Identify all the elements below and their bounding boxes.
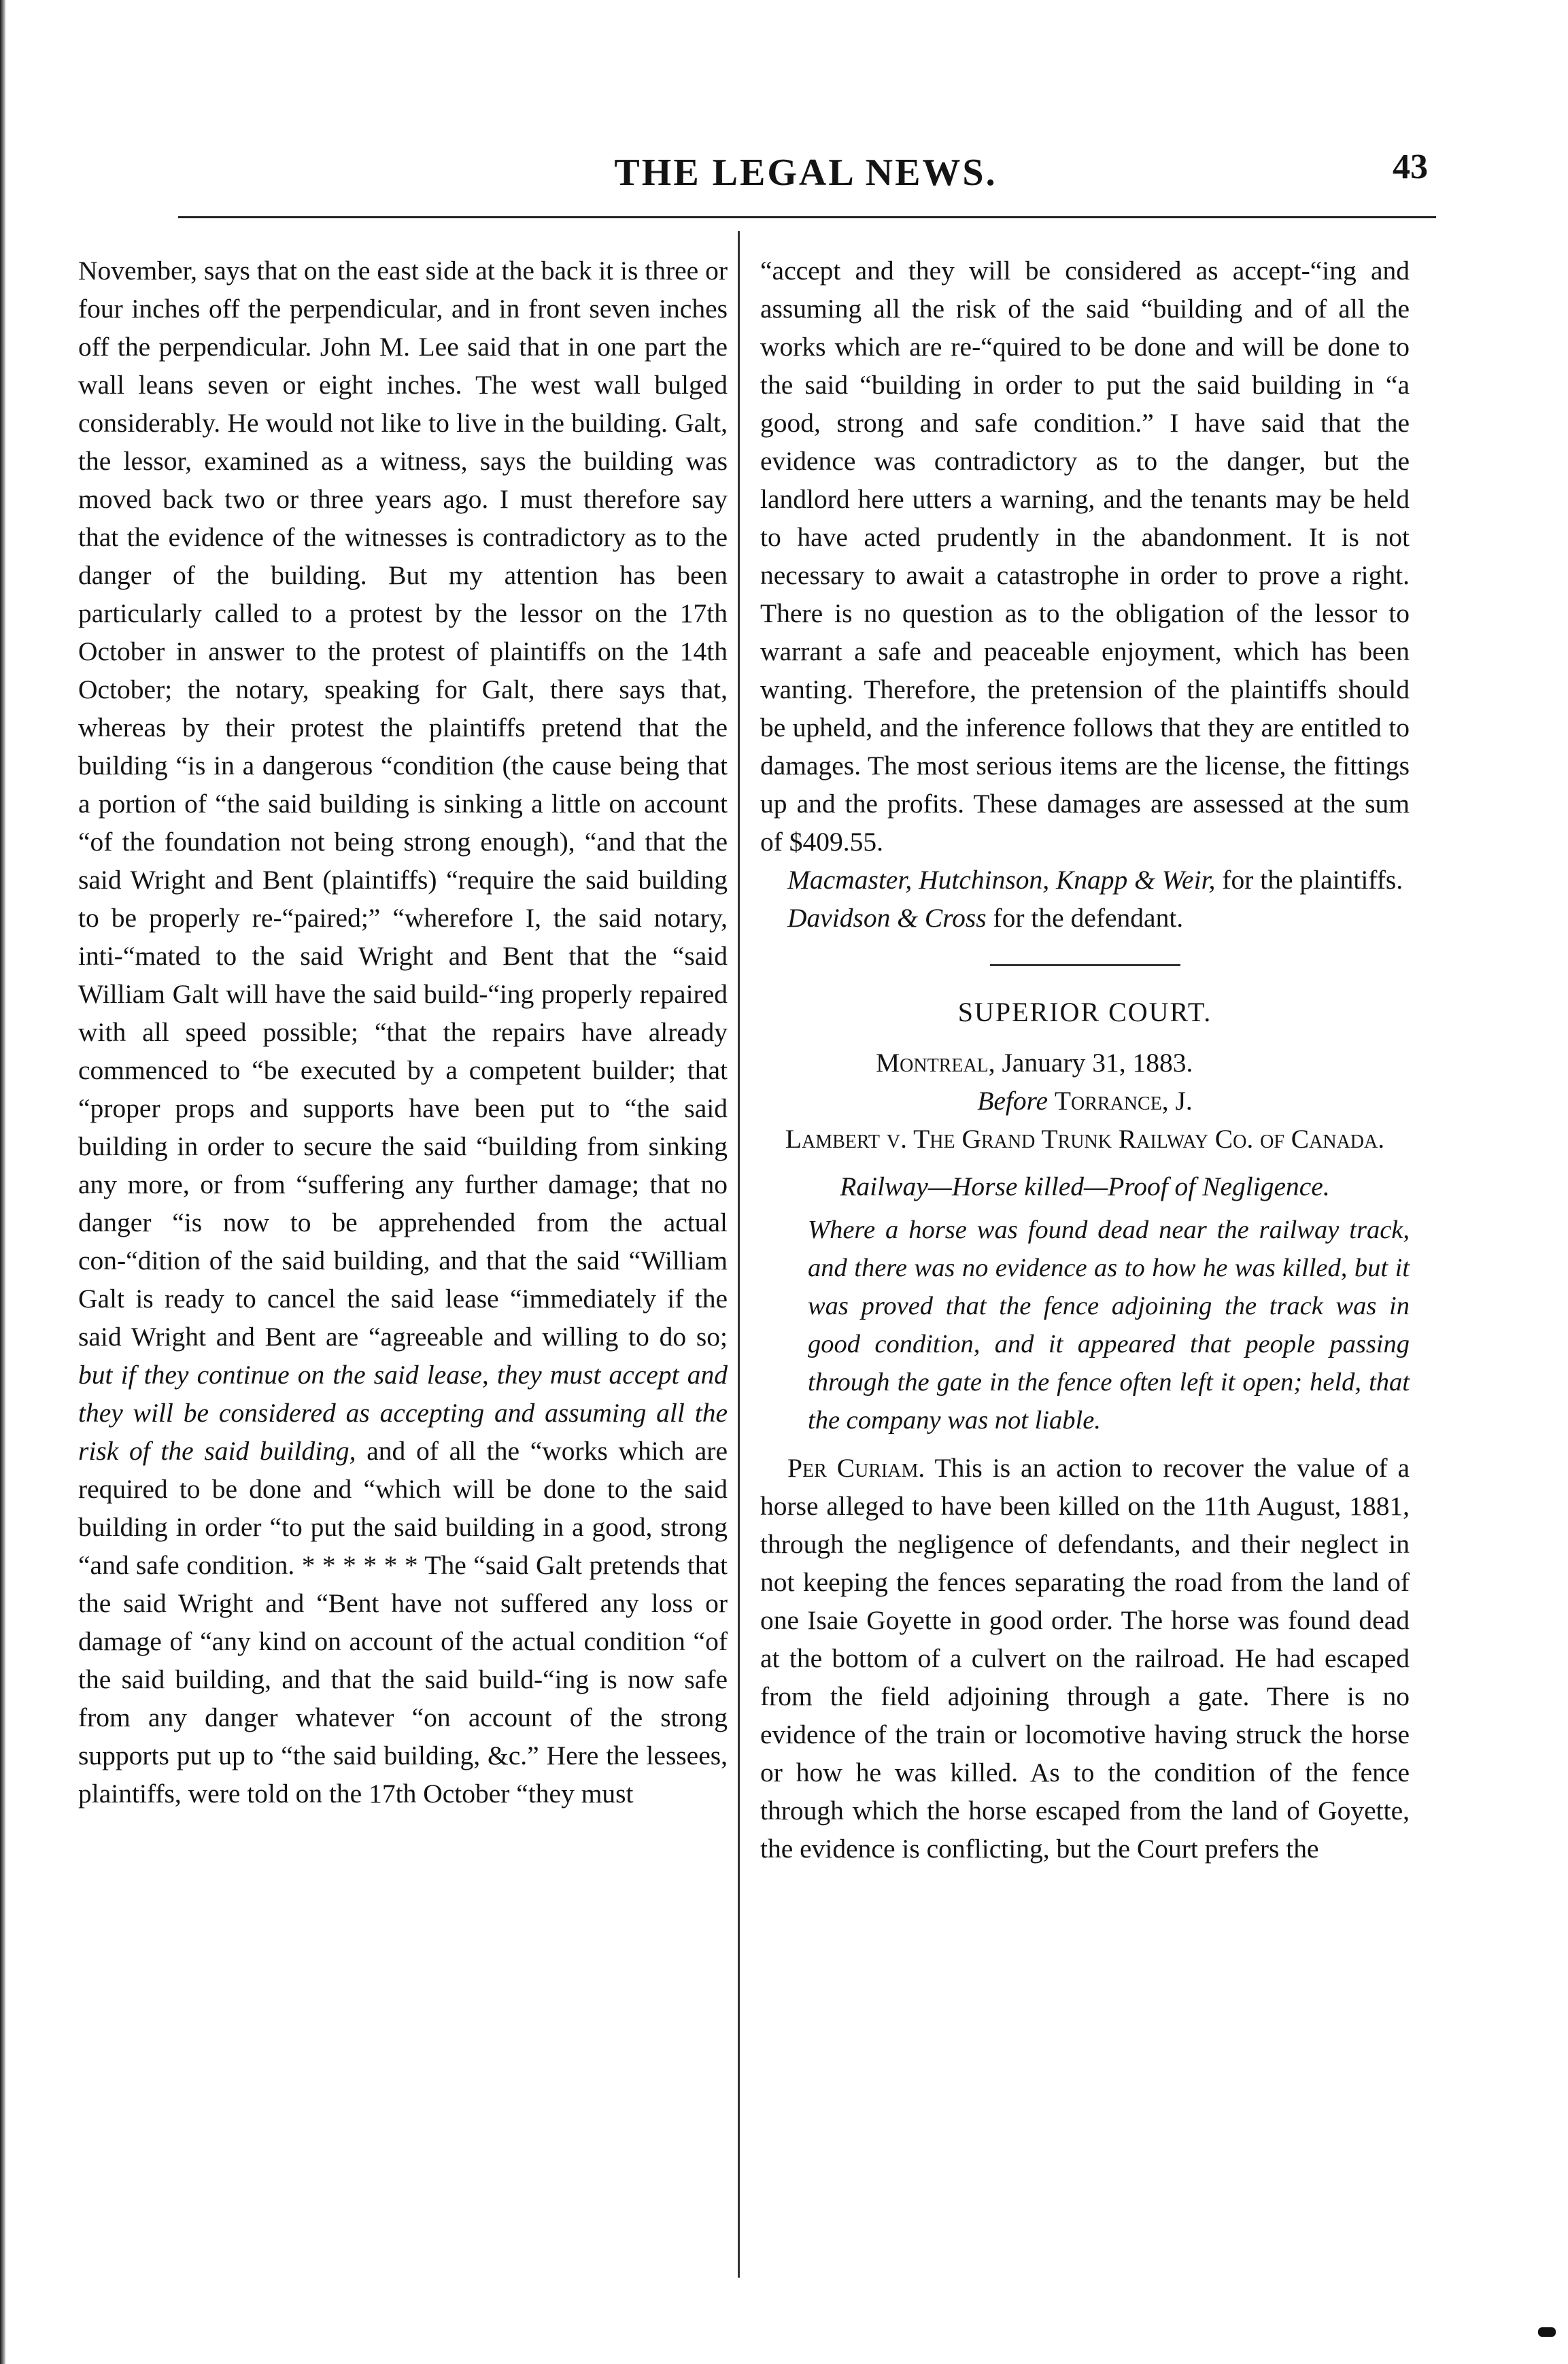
left-italic-clause: but if they continue on the said lease, they must accept and they will be considered as accepting and assuming all the risk of the said building, [78, 1360, 728, 1466]
counsel-defendant-role: for the defendant. [993, 903, 1184, 933]
column-divider [738, 231, 740, 2278]
page-header [184, 148, 1428, 205]
binding-edge-shadow [0, 0, 5, 2364]
header-rule [178, 216, 1436, 218]
left-paragraph [78, 252, 728, 1813]
case-topic [760, 1167, 1410, 1205]
dateline-date: January 31, 1883. [1002, 1048, 1193, 1078]
per-curiam-label: Per Curiam. [787, 1453, 925, 1483]
left-tail-text: and of all the “works which are required to be done and “which will be done to the said building in order “to put the said building in a good, strong “and safe condition. * * * * * * The “said Galt pretends that the said Wright and “Bent have not suffered any loss or damage of “any kind on account of the actual condition “of the said building, and that the said build-“ing is now safe from any danger whatever “on account of the strong supports put up to “the said building, &c.” Here the lessees, plaintiffs, were told on the 17th October “they must [78, 1436, 728, 1809]
section-separator [990, 964, 1180, 966]
headnote: Where a horse was found dead near the railway track, and there was no evidence as to how he was killed, but it was proved that the fence adjoining the track was in good condition, and it appeared that people passing through the gate in the fence often left it open; held, that the company was not liable. [808, 1216, 1410, 1435]
page-number: 43 [1393, 148, 1428, 186]
left-body-text: November, says that on the east side at the back it is three or four inches off the perpendicular, and in front seven inches off the perpendicular. John M. Lee said that in one part the wall leans seven or eight inches. The west wall bulged considerably. He would not like to live in the building. Galt, the lessor, examined as a witness, says the building was moved back two or three years ago. I must therefore say that the evidence of the witnesses is contradictory as to the danger of the building. But my attention has been particularly called to a protest by the lessor on the 17th October in answer to the protest of plaintiffs on the 14th October; the notary, speaking for Galt, there says that, whereas by their protest the plaintiffs pretend that the building “is in a dangerous “condition (the cause being that a portion of “the said building is sinking a little on account “of the foundation not being strong enough), “and that the said Wright and Bent (plaintiffs) “require the said building to be properly re-“paired;” “wherefore I, the said notary, inti-“mated to the said Wright and Bent that the “said William Galt will have the said build-“ing properly repaired with all speed possible; “that the repairs have already commenced to “be executed by a competent builder; that “proper props and supports have been put to “the said building in order to secure the said “building from sinking any more, or from “suffering any further damage; that no danger “is now to be apprehended from the actual con-“dition of the said building, and that the said “William Galt is ready to cancel the said lease “immediately if the said Wright and Bent are “agreeable and willing to do so; [78, 256, 728, 1352]
running-title: THE LEGAL NEWS. [614, 152, 998, 194]
counsel-defendant [760, 899, 1410, 937]
per-curiam-paragraph [760, 1449, 1410, 1868]
dateline-place: Montreal, [876, 1048, 995, 1078]
court-heading: SUPERIOR COURT. [957, 997, 1212, 1027]
counsel-plaintiffs-names: Macmaster, Hutchinson, Knapp & Weir, [787, 865, 1216, 895]
left-column [78, 252, 728, 1813]
case-title: Lambert v. The Grand Trunk Railway Co. of Canada. [785, 1124, 1385, 1154]
judge-name: Torrance, J. [1054, 1086, 1193, 1116]
counsel-defendant-names: Davidson & Cross [787, 903, 987, 933]
dateline [760, 1044, 1410, 1082]
counsel-plaintiffs-role: for the plaintiffs. [1222, 865, 1403, 895]
case-topic-text: Railway—Horse killed—Proof of Negligence. [840, 1171, 1330, 1201]
right-opening-paragraph: “accept and they will be considered as accept-“ing and assuming all the risk of the said “building and of all the works which are re-“quired to be done and will be done to the said “building in order to put the said building in “a good, strong and safe condition.” I have said that the evidence was contradictory as to the danger, but the landlord here utters a warning, and the tenants may be held to have acted prudently in the abandonment. It is not necessary to await a catastrophe in order to prove a right. There is no question as to the obligation of the lessor to warrant a safe and peaceable enjoyment, which has been wanting. Therefore, the pretension of the plaintiffs should be upheld, and the inference follows that they are entitled to damages. The most serious items are the license, the fittings up and the profits. These damages are assessed at the sum of $409.55. [760, 256, 1410, 857]
before-label: Before [977, 1086, 1049, 1116]
per-curiam-text: This is an action to recover the value of a horse alleged to have been killed on the 11th August, 1881, through the negligence of defendants, and their neglect in not keeping the fences separating the road from the land of one Isaie Goyette in good order. The horse was found dead at the bottom of a culvert on the railroad. He had escaped from the field adjoining through a gate. There is no evidence of the train or locomotive having struck the horse or how he was killed. As to the condition of the fence through which the horse escaped from the land of Goyette, the evidence is conflicting, but the Court prefers the [760, 1453, 1410, 1864]
counsel-plaintiffs [760, 861, 1410, 899]
judge-line [760, 1082, 1410, 1120]
ink-smudge [1538, 2327, 1556, 2337]
right-column [760, 252, 1410, 1868]
